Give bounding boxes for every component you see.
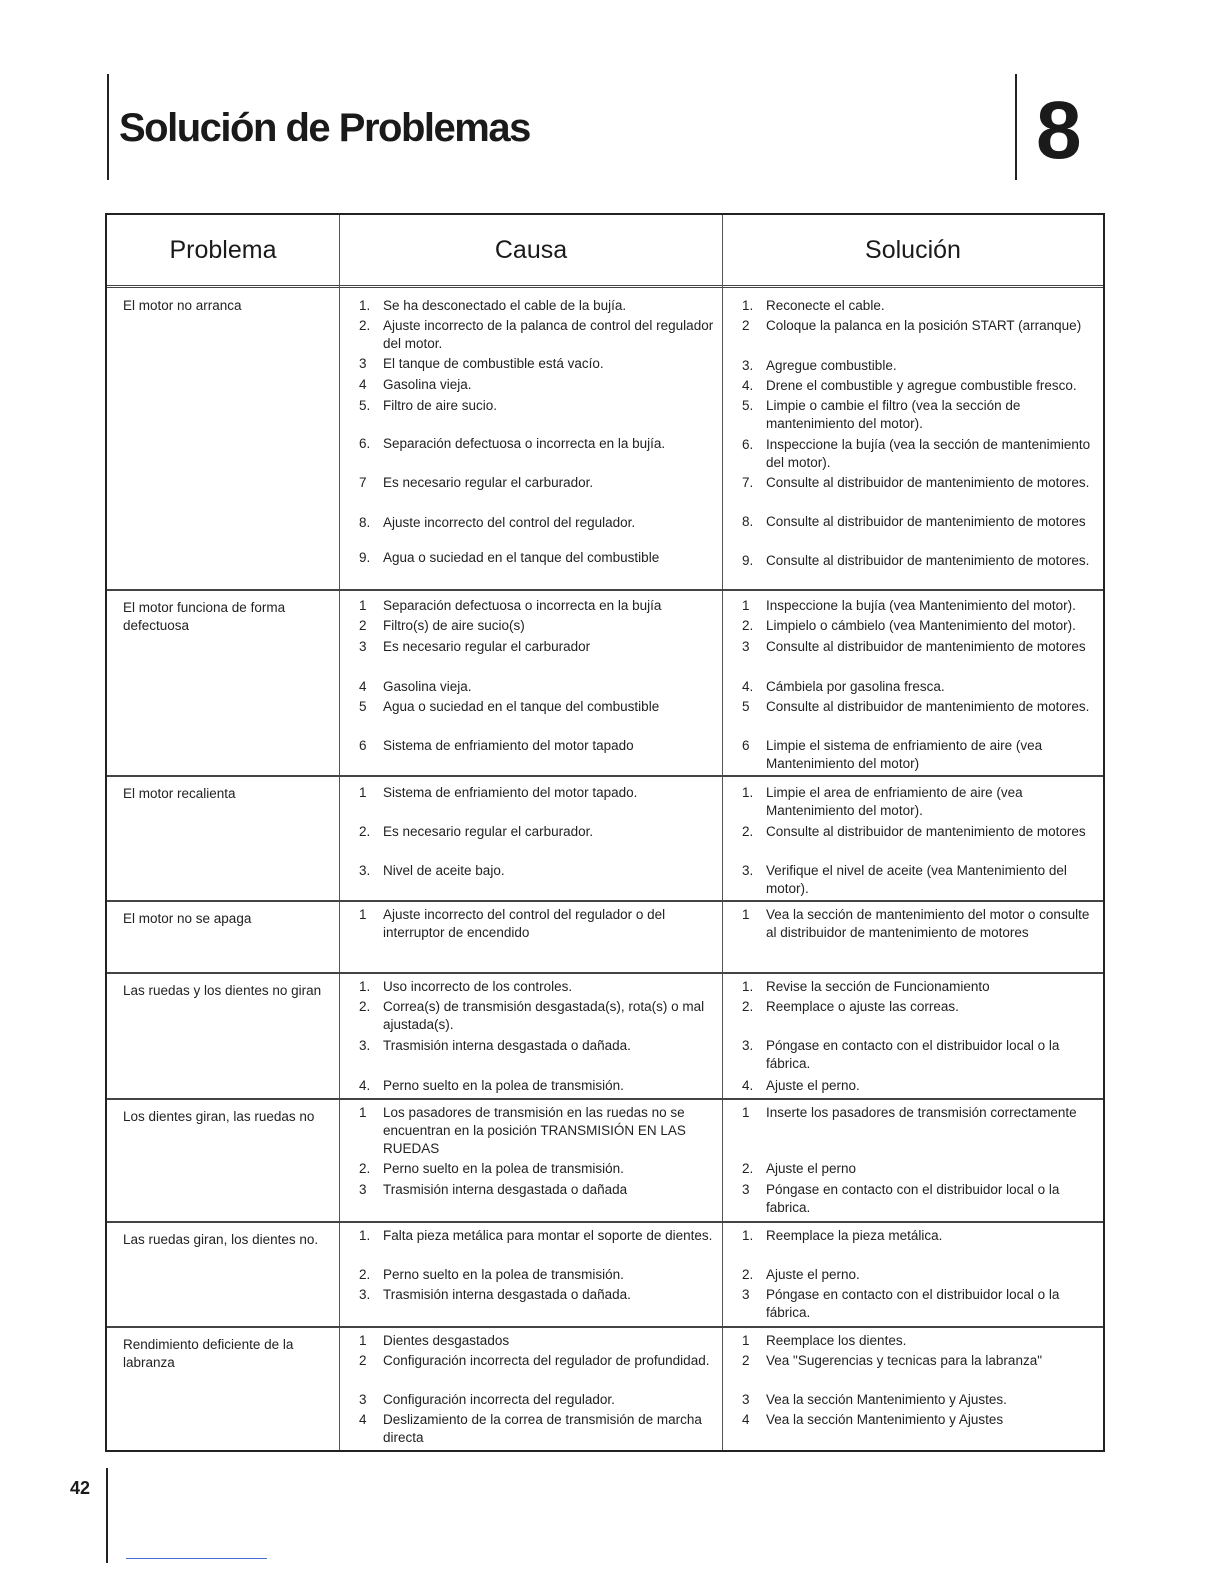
item-number: 1 <box>359 1333 367 1348</box>
item-number: 3 <box>359 356 367 371</box>
item-text: Configuración incorrecta del regulador de profundidad. <box>383 1353 710 1368</box>
item-text: Ajuste el perno. <box>766 1267 860 1282</box>
chapter-rule <box>1015 74 1017 180</box>
problem-cell: Rendimiento deficiente de la labranza <box>123 1337 294 1370</box>
item-text: Es necesario regular el carburador <box>383 639 591 654</box>
item-text: Reconecte el cable. <box>766 298 885 313</box>
item-text: Perno suelto en la polea de transmisión. <box>383 1078 624 1093</box>
item-number: 3 <box>742 1287 750 1302</box>
item-number: 1. <box>742 785 754 800</box>
item-number: 1. <box>359 298 371 313</box>
item-text: Drene el combustible y agregue combustible fresco. <box>766 378 1077 393</box>
footer-link-line <box>126 1558 267 1559</box>
item-text: Gasolina vieja. <box>383 679 472 694</box>
item-number: 4 <box>359 679 367 694</box>
item-number: 4. <box>359 1078 371 1093</box>
item-number: 9. <box>742 553 754 568</box>
troubleshooting-table <box>105 213 1105 1452</box>
item-number: 6 <box>359 738 367 753</box>
row-divider <box>107 775 1103 777</box>
item-number: 2 <box>742 1353 750 1368</box>
item-number: 3. <box>359 1038 371 1053</box>
item-number: 2. <box>742 1161 754 1176</box>
item-text: Ajuste el perno. <box>766 1078 860 1093</box>
column-divider <box>339 215 340 1450</box>
item-text: Filtro de aire sucio. <box>383 398 498 413</box>
item-text: Separación defectuosa o incorrecta en la bujía. <box>383 436 666 451</box>
item-text: Consulte al distribuidor de mantenimiento de motores. <box>766 699 1090 714</box>
item-number: 1. <box>359 1228 371 1243</box>
item-text: Perno suelto en la polea de transmisión. <box>383 1267 624 1282</box>
item-text: Perno suelto en la polea de transmisión. <box>383 1161 624 1176</box>
row-divider <box>107 972 1103 974</box>
item-number: 1. <box>359 979 371 994</box>
item-text: Reemplace la pieza metálica. <box>766 1228 943 1243</box>
problem-cell: El motor funciona de forma defectuosa <box>123 600 286 633</box>
item-number: 2. <box>359 1267 371 1282</box>
item-text: Vea la sección Mantenimiento y Ajustes <box>766 1412 1004 1427</box>
item-text: Inspeccione la bujía (vea la sección de mantenimiento del motor). <box>766 437 1091 470</box>
item-number: 3 <box>359 1392 367 1407</box>
item-number: 1 <box>359 1105 367 1120</box>
item-text: Es necesario regular el carburador. <box>383 824 594 839</box>
item-text: Sistema de enfriamiento del motor tapado <box>383 738 634 753</box>
item-text: Cámbiela por gasolina fresca. <box>766 679 945 694</box>
item-text: Configuración incorrecta del regulador. <box>383 1392 615 1407</box>
item-number: 3 <box>742 639 750 654</box>
item-number: 6. <box>742 437 754 452</box>
item-number: 8. <box>742 514 754 529</box>
item-text: Coloque la palanca en la posición START (arranque) <box>766 318 1082 333</box>
item-number: 6. <box>359 436 371 451</box>
item-text: Agua o suciedad en el tanque del combustible <box>383 699 660 714</box>
item-text: Dientes desgastados <box>383 1333 510 1348</box>
item-number: 4 <box>359 1412 367 1427</box>
item-text: Correa(s) de transmisión desgastada(s), rota(s) o mal ajustada(s). <box>383 999 705 1032</box>
item-number: 2. <box>359 824 371 839</box>
item-number: 1. <box>742 1228 754 1243</box>
item-text: Consulte al distribuidor de mantenimiento de motores <box>766 514 1086 529</box>
item-number: 3 <box>742 1182 750 1197</box>
row-divider <box>107 1098 1103 1100</box>
item-text: Póngase en contacto con el distribuidor local o la fábrica. <box>766 1287 1060 1320</box>
item-text: Se ha desconectado el cable de la bujía. <box>383 298 627 313</box>
item-number: 3 <box>742 1392 750 1407</box>
item-number: 2. <box>742 824 754 839</box>
item-number: 2. <box>742 999 754 1014</box>
item-number: 8. <box>359 515 371 530</box>
item-text: Trasmisión interna desgastada o dañada. <box>383 1287 631 1302</box>
item-text: Nivel de aceite bajo. <box>383 863 505 878</box>
item-text: Separación defectuosa o incorrecta en la bujía <box>383 598 662 613</box>
item-text: Trasmisión interna desgastada o dañada. <box>383 1038 631 1053</box>
row-divider <box>107 1221 1103 1223</box>
footer-rule <box>106 1468 108 1563</box>
row-divider <box>107 589 1103 591</box>
item-text: Revise la sección de Funcionamiento <box>766 979 990 994</box>
item-number: 2 <box>359 618 367 633</box>
problem-cell: Las ruedas giran, los dientes no. <box>123 1232 319 1247</box>
item-text: Agua o suciedad en el tanque del combustible <box>383 550 660 565</box>
item-text: Póngase en contacto con el distribuidor local o la fábrica. <box>766 1038 1060 1071</box>
item-number: 1 <box>359 907 367 922</box>
item-text: Vea la sección Mantenimiento y Ajustes. <box>766 1392 1007 1407</box>
problem-cell: Los dientes giran, las ruedas no <box>123 1109 315 1124</box>
problem-cell: El motor no arranca <box>123 298 242 313</box>
table-header-row <box>107 215 1103 288</box>
item-number: 4 <box>742 1412 750 1427</box>
item-number: 3. <box>742 358 754 373</box>
item-text: Sistema de enfriamiento del motor tapado. <box>383 785 638 800</box>
item-text: Ajuste incorrecto del control del regulador. <box>383 515 636 530</box>
item-number: 2. <box>359 999 371 1014</box>
item-text: Limpie el sistema de enfriamiento de aire (vea Mantenimiento del motor) <box>766 738 1043 771</box>
item-number: 1 <box>742 907 750 922</box>
item-text: Limpie o cambie el filtro (vea la sección de mantenimiento del motor). <box>766 398 1021 431</box>
item-number: 3 <box>359 1182 367 1197</box>
item-text: Reemplace los dientes. <box>766 1333 907 1348</box>
item-number: 3. <box>359 1287 371 1302</box>
item-text: Trasmisión interna desgastada o dañada <box>383 1182 628 1197</box>
problem-cell: El motor recalienta <box>123 786 236 801</box>
item-number: 5 <box>742 699 750 714</box>
item-text: Gasolina vieja. <box>383 377 472 392</box>
item-text: Vea "Sugerencias y tecnicas para la labranza" <box>766 1353 1042 1368</box>
item-text: Póngase en contacto con el distribuidor local o la fabrica. <box>766 1182 1060 1215</box>
item-number: 4. <box>742 378 754 393</box>
item-number: 2. <box>742 618 754 633</box>
item-text: Reemplace o ajuste las correas. <box>766 999 959 1014</box>
item-number: 6 <box>742 738 750 753</box>
item-number: 4. <box>742 1078 754 1093</box>
row-divider <box>107 900 1103 902</box>
header-problem: Problema <box>169 235 277 264</box>
item-number: 5. <box>742 398 754 413</box>
item-number: 4 <box>359 377 367 392</box>
item-number: 5 <box>359 699 367 714</box>
item-text: Consulte al distribuidor de mantenimiento de motores <box>766 824 1086 839</box>
item-number: 7 <box>359 475 367 490</box>
item-text: Consulte al distribuidor de mantenimiento de motores. <box>766 553 1090 568</box>
item-number: 3. <box>742 863 754 878</box>
column-divider <box>722 215 723 1450</box>
item-text: Ajuste incorrecto del control del regulador o del interruptor de encendido <box>383 907 666 940</box>
item-number: 3. <box>742 1038 754 1053</box>
item-text: Filtro(s) de aire sucio(s) <box>383 618 525 633</box>
item-text: Uso incorrecto de los controles. <box>383 979 573 994</box>
item-number: 5. <box>359 398 371 413</box>
item-text: Falta pieza metálica para montar el soporte de dientes. <box>383 1228 713 1243</box>
item-number: 1 <box>359 785 367 800</box>
item-number: 7. <box>742 475 754 490</box>
item-text: Verifique el nivel de aceite (vea Mantenimiento del motor). <box>766 863 1067 896</box>
item-text: Inserte los pasadores de transmisión correctamente <box>766 1105 1077 1120</box>
item-text: Deslizamiento de la correa de transmisión de marcha directa <box>383 1412 702 1445</box>
item-text: Consulte al distribuidor de mantenimiento de motores <box>766 639 1086 654</box>
item-text: Es necesario regular el carburador. <box>383 475 594 490</box>
item-number: 2. <box>359 318 371 333</box>
item-text: Limpielo o cámbielo (vea Mantenimiento del motor). <box>766 618 1076 633</box>
title-rule <box>107 74 109 180</box>
item-text: Inspeccione la bujía (vea Mantenimiento del motor). <box>766 598 1076 613</box>
item-text: El tanque de combustible está vacío. <box>383 356 604 371</box>
item-text: Ajuste incorrecto de la palanca de control del regulador del motor. <box>383 318 714 351</box>
item-text: Limpie el area de enfriamiento de aire (vea Mantenimiento del motor). <box>766 785 1023 818</box>
problem-cell: Las ruedas y los dientes no giran <box>123 983 322 998</box>
problem-cell: El motor no se apaga <box>123 911 252 926</box>
item-number: 2. <box>742 1267 754 1282</box>
chapter-number: 8 <box>1036 85 1082 176</box>
item-number: 1. <box>742 979 754 994</box>
item-number: 1 <box>742 598 750 613</box>
item-text: Agregue combustible. <box>766 358 897 373</box>
item-text: Consulte al distribuidor de mantenimiento de motores. <box>766 475 1090 490</box>
item-number: 2 <box>359 1353 367 1368</box>
item-text: Ajuste el perno <box>766 1161 857 1176</box>
header-solution: Solución <box>865 235 961 264</box>
item-number: 9. <box>359 550 371 565</box>
item-number: 2 <box>742 318 750 333</box>
item-number: 1 <box>742 1333 750 1348</box>
item-number: 4. <box>742 679 754 694</box>
item-number: 1 <box>359 598 367 613</box>
item-number: 1. <box>742 298 754 313</box>
item-text: Vea la sección de mantenimiento del motor o consulte al distribuidor de mantenimiento de motores <box>766 907 1090 940</box>
page-number: 42 <box>70 1478 91 1498</box>
item-text: Los pasadores de transmisión en las ruedas no se encuentran en la posición TRANSMISIÓN EN LAS RUEDAS <box>383 1105 686 1156</box>
row-divider <box>107 1326 1103 1328</box>
item-number: 1 <box>742 1105 750 1120</box>
item-number: 3. <box>359 863 371 878</box>
header-cause: Causa <box>494 235 568 264</box>
page-title: Solución de Problemas <box>119 106 530 150</box>
item-number: 3 <box>359 639 367 654</box>
item-number: 2. <box>359 1161 371 1176</box>
